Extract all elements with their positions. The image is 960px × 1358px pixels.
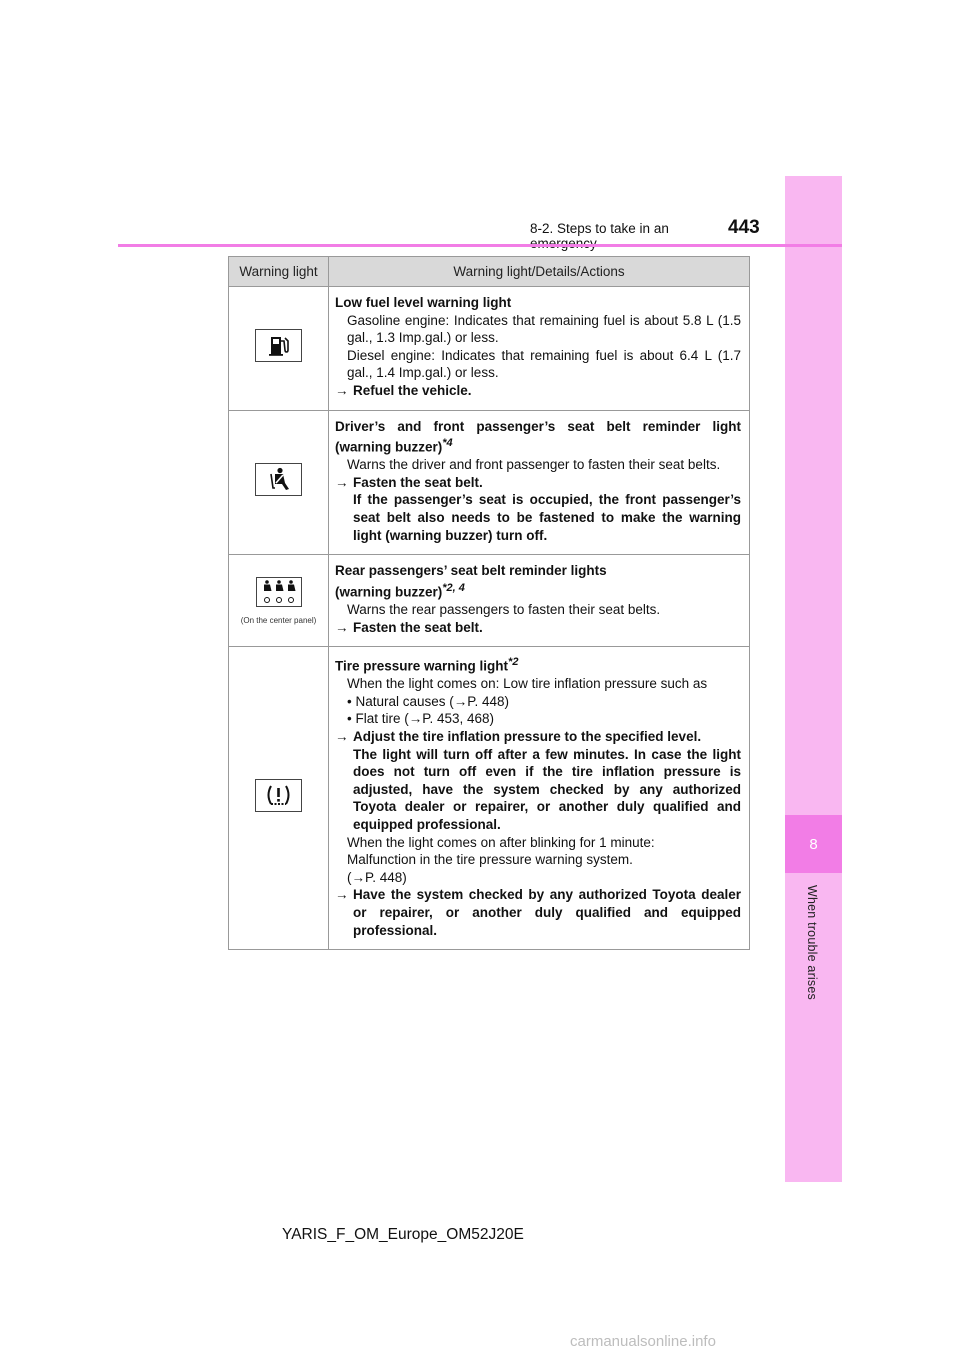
table-header-row (229, 257, 750, 287)
details-cell (329, 287, 750, 411)
table-row (229, 410, 750, 555)
table-row (229, 287, 750, 411)
arrow-glyph: → (335, 728, 349, 744)
detail-line: (→P. 448) (347, 869, 407, 885)
warning-title: Low fuel level warning light (335, 295, 512, 310)
detail-line: Gasoline engine: Indicates that remaining fuel is about 5.8 L (1.5 gal., 1.3 Imp.gal.) or less. (347, 312, 741, 346)
section-title: 8-2. Steps to take in an (530, 221, 669, 236)
tire-pressure-warning-icon (255, 779, 302, 812)
details-cell (329, 647, 750, 950)
warning-title: Driver’s and front passenger’s seat belt reminder light (warning buzzer)$^{*4}$ (335, 418, 741, 455)
header-rule (118, 244, 842, 247)
chapter-label: When trouble arises (805, 885, 819, 1000)
action-line (335, 728, 741, 746)
rear-seat-belt-icon (256, 577, 302, 607)
footer-doc-id: YARIS_F_OM_Europe_OM52J20E (282, 1226, 524, 1243)
arrow-glyph: → (335, 382, 349, 398)
table-row (229, 647, 750, 950)
bullet-item: • Flat tire (→P. 453, 468) (347, 711, 495, 727)
seat-belt-reminder-icon (255, 463, 302, 496)
warning-light-table (228, 256, 750, 950)
detail-line: Warns the rear passengers to fasten their seat belts. (347, 601, 661, 617)
action-line (335, 886, 741, 939)
arrow-glyph: → (335, 474, 349, 490)
action-text: Fasten the seat belt. (353, 619, 483, 635)
detail-line: Diesel engine: Indicates that remaining fuel is about 6.4 L (1.7 gal., 1.4 Imp.gal.) or less. (347, 347, 741, 381)
detail-line: Malfunction in the tire pressure warning system. (347, 852, 633, 868)
icon-cell (229, 410, 329, 555)
column-header-warning-light: Warning light (229, 257, 329, 287)
details-cell (329, 555, 750, 647)
icon-caption: (On the center panel) (240, 615, 317, 625)
bullet-item: • Natural causes (→P. 448) (347, 693, 510, 709)
action-text: Refuel the vehicle. (353, 382, 472, 398)
warning-title-line2: (warning buzzer)$^{*2, 4}$ (335, 581, 465, 600)
detail-line: Warns the driver and front passenger to fasten their seat belts. (347, 457, 721, 473)
icon-cell (229, 287, 329, 411)
warning-title: Rear passengers’ seat belt reminder lights (335, 563, 607, 579)
action-text: Adjust the tire inflation pressure to the specified level. (353, 728, 702, 744)
details-cell (329, 410, 750, 555)
chapter-number-badge: 8 (785, 815, 842, 873)
icon-cell (229, 647, 329, 950)
detail-line: When the light comes on: Low tire inflation pressure such as (347, 676, 708, 692)
warning-title: Tire pressure warning light$^{*2}$ (335, 656, 519, 674)
arrow-glyph: → (335, 887, 349, 903)
column-header-details: Warning light/Details/Actions (329, 257, 750, 287)
arrow-glyph: → (335, 619, 349, 635)
watermark: carmanualsonline.info (570, 1333, 716, 1350)
action-detail: The light will turn off after a few minutes. In case the light does not turn off even if the tire inflation pressure is adjusted, have the system checked by any authorized Toyota dealer or repairer, or another duly qualified and equipped professional. (353, 746, 741, 832)
page-number: 443 (728, 217, 760, 238)
action-text: Fasten the seat belt. (353, 474, 483, 490)
chapter-side-tab (785, 176, 842, 1182)
detail-line: When the light comes on after blinking for 1 minute: (347, 834, 655, 850)
action-line (335, 619, 741, 637)
action-detail: If the passenger’s seat is occupied, the front passenger’s seat belt also needs to be fastened to make the warning light (warning buzzer) turn off. (353, 492, 741, 543)
action-text: Have the system checked by any authorized Toyota dealer or repairer, or another duly qualified and equipped professional. (353, 887, 741, 938)
table-row (229, 555, 750, 647)
fuel-pump-icon (255, 329, 302, 362)
action-line (335, 474, 741, 492)
action-line (335, 382, 741, 400)
icon-cell (229, 555, 329, 647)
